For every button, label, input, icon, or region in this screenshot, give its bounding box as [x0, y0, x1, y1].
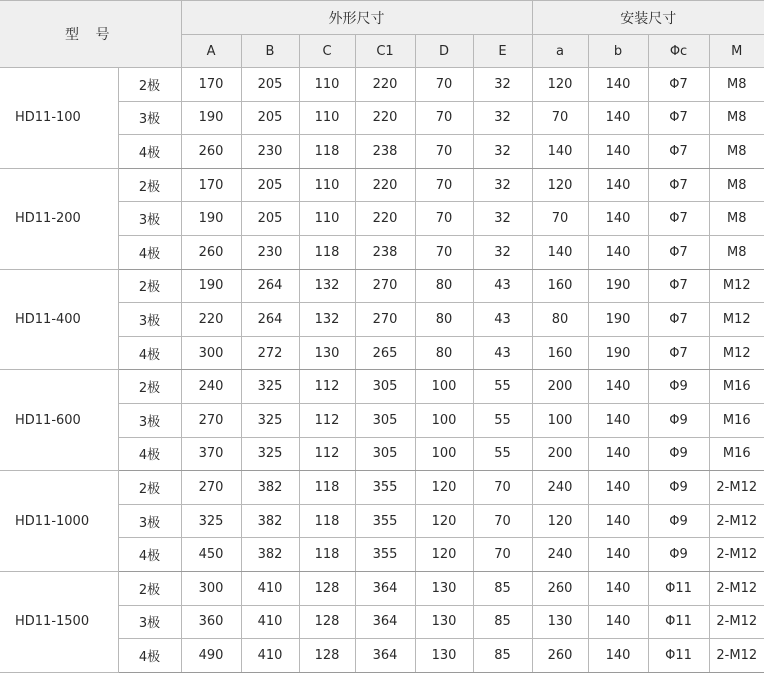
value-cell: 260 — [532, 571, 588, 605]
value-cell: 270 — [181, 403, 241, 437]
value-cell: 112 — [299, 370, 355, 404]
value-cell: 80 — [415, 269, 473, 303]
value-cell: 70 — [532, 202, 588, 236]
value-cell: M16 — [709, 403, 764, 437]
value-cell: 128 — [299, 605, 355, 639]
value-cell: 43 — [473, 303, 532, 337]
pole-cell: 3极 — [118, 403, 181, 437]
value-cell: 490 — [181, 639, 241, 673]
value-cell: 265 — [355, 336, 415, 370]
value-cell: 130 — [532, 605, 588, 639]
model-name-cell: HD11-600 — [0, 370, 118, 471]
header-group-row — [0, 1, 764, 35]
pole-cell: 3极 — [118, 605, 181, 639]
model-name-cell: HD11-100 — [0, 68, 118, 169]
value-cell: 118 — [299, 235, 355, 269]
value-cell: 128 — [299, 639, 355, 673]
value-cell: 140 — [588, 370, 648, 404]
value-cell: 110 — [299, 202, 355, 236]
value-cell: 32 — [473, 168, 532, 202]
value-cell: Φ7 — [648, 269, 709, 303]
value-cell: M12 — [709, 303, 764, 337]
value-cell: 80 — [415, 336, 473, 370]
value-cell: M8 — [709, 101, 764, 135]
value-cell: M12 — [709, 269, 764, 303]
model-name-cell: HD11-400 — [0, 269, 118, 370]
value-cell: 70 — [415, 135, 473, 169]
value-cell: 120 — [415, 538, 473, 572]
install-dimensions-header: 安装尺寸 — [532, 1, 764, 35]
pole-cell: 3极 — [118, 202, 181, 236]
column-header: M — [709, 35, 764, 68]
value-cell: M8 — [709, 202, 764, 236]
value-cell: 270 — [181, 471, 241, 505]
value-cell: 325 — [181, 504, 241, 538]
pole-cell: 2极 — [118, 168, 181, 202]
value-cell: 305 — [355, 370, 415, 404]
value-cell: 132 — [299, 269, 355, 303]
value-cell: 364 — [355, 639, 415, 673]
value-cell: 112 — [299, 403, 355, 437]
value-cell: 205 — [241, 168, 299, 202]
value-cell: 364 — [355, 605, 415, 639]
value-cell: 2-M12 — [709, 471, 764, 505]
value-cell: 70 — [473, 504, 532, 538]
value-cell: 160 — [532, 269, 588, 303]
value-cell: 120 — [415, 504, 473, 538]
value-cell: 140 — [588, 403, 648, 437]
pole-cell: 2极 — [118, 571, 181, 605]
value-cell: 230 — [241, 135, 299, 169]
value-cell: 260 — [181, 235, 241, 269]
value-cell: 270 — [355, 303, 415, 337]
value-cell: 70 — [415, 101, 473, 135]
value-cell: 264 — [241, 303, 299, 337]
value-cell: 85 — [473, 639, 532, 673]
value-cell: Φ9 — [648, 403, 709, 437]
value-cell: 70 — [415, 68, 473, 102]
value-cell: 70 — [415, 235, 473, 269]
value-cell: 140 — [588, 504, 648, 538]
pole-cell: 4极 — [118, 639, 181, 673]
table-row — [0, 370, 764, 404]
value-cell: 2-M12 — [709, 538, 764, 572]
value-cell: 120 — [532, 68, 588, 102]
value-cell: 160 — [532, 336, 588, 370]
value-cell: 100 — [415, 437, 473, 471]
value-cell: 70 — [415, 168, 473, 202]
value-cell: M8 — [709, 135, 764, 169]
column-header: D — [415, 35, 473, 68]
value-cell: M8 — [709, 68, 764, 102]
value-cell: 140 — [588, 202, 648, 236]
value-cell: 355 — [355, 504, 415, 538]
outline-dimensions-header: 外形尺寸 — [181, 1, 532, 35]
value-cell: 130 — [415, 639, 473, 673]
value-cell: 80 — [415, 303, 473, 337]
value-cell: 100 — [532, 403, 588, 437]
model-header: 型 号 — [0, 1, 181, 68]
value-cell: 43 — [473, 269, 532, 303]
value-cell: 190 — [181, 101, 241, 135]
value-cell: 240 — [532, 538, 588, 572]
value-cell: Φ7 — [648, 68, 709, 102]
pole-cell: 4极 — [118, 336, 181, 370]
value-cell: 300 — [181, 571, 241, 605]
value-cell: Φ7 — [648, 135, 709, 169]
value-cell: 170 — [181, 68, 241, 102]
value-cell: 170 — [181, 168, 241, 202]
value-cell: 450 — [181, 538, 241, 572]
value-cell: 305 — [355, 403, 415, 437]
value-cell: 140 — [588, 571, 648, 605]
value-cell: M12 — [709, 336, 764, 370]
column-header: Φc — [648, 35, 709, 68]
column-header: b — [588, 35, 648, 68]
value-cell: 112 — [299, 437, 355, 471]
value-cell: 140 — [588, 68, 648, 102]
column-header: C — [299, 35, 355, 68]
value-cell: 190 — [588, 269, 648, 303]
value-cell: 382 — [241, 504, 299, 538]
value-cell: 410 — [241, 605, 299, 639]
value-cell: 2-M12 — [709, 605, 764, 639]
value-cell: 140 — [588, 168, 648, 202]
value-cell: 272 — [241, 336, 299, 370]
value-cell: 300 — [181, 336, 241, 370]
table-header — [0, 1, 764, 68]
value-cell: Φ7 — [648, 235, 709, 269]
value-cell: 32 — [473, 101, 532, 135]
value-cell: 140 — [588, 437, 648, 471]
value-cell: 32 — [473, 68, 532, 102]
value-cell: 355 — [355, 538, 415, 572]
value-cell: 80 — [532, 303, 588, 337]
value-cell: 118 — [299, 504, 355, 538]
table-row — [0, 68, 764, 102]
value-cell: 325 — [241, 437, 299, 471]
value-cell: 140 — [588, 471, 648, 505]
value-cell: 2-M12 — [709, 571, 764, 605]
value-cell: 128 — [299, 571, 355, 605]
value-cell: 200 — [532, 437, 588, 471]
value-cell: 70 — [532, 101, 588, 135]
value-cell: 55 — [473, 403, 532, 437]
value-cell: 70 — [473, 471, 532, 505]
value-cell: 140 — [532, 135, 588, 169]
pole-cell: 3极 — [118, 101, 181, 135]
value-cell: 118 — [299, 135, 355, 169]
value-cell: 2-M12 — [709, 504, 764, 538]
value-cell: Φ11 — [648, 639, 709, 673]
pole-cell: 2极 — [118, 269, 181, 303]
table-row — [0, 471, 764, 505]
pole-cell: 4极 — [118, 538, 181, 572]
value-cell: 240 — [532, 471, 588, 505]
value-cell: 205 — [241, 101, 299, 135]
pole-cell: 2极 — [118, 370, 181, 404]
value-cell: 220 — [355, 202, 415, 236]
value-cell: 120 — [532, 504, 588, 538]
value-cell: M16 — [709, 370, 764, 404]
value-cell: 100 — [415, 370, 473, 404]
value-cell: 200 — [532, 370, 588, 404]
value-cell: 118 — [299, 538, 355, 572]
table-row — [0, 168, 764, 202]
value-cell: 130 — [415, 571, 473, 605]
value-cell: 220 — [355, 68, 415, 102]
model-name-cell: HD11-200 — [0, 168, 118, 269]
value-cell: 43 — [473, 336, 532, 370]
value-cell: 230 — [241, 235, 299, 269]
value-cell: 205 — [241, 68, 299, 102]
value-cell: 32 — [473, 202, 532, 236]
value-cell: 190 — [181, 202, 241, 236]
value-cell: 110 — [299, 168, 355, 202]
value-cell: 140 — [588, 235, 648, 269]
value-cell: 410 — [241, 571, 299, 605]
value-cell: 140 — [588, 101, 648, 135]
value-cell: 190 — [588, 303, 648, 337]
value-cell: 70 — [473, 538, 532, 572]
value-cell: 190 — [588, 336, 648, 370]
value-cell: Φ11 — [648, 605, 709, 639]
value-cell: Φ9 — [648, 437, 709, 471]
value-cell: 120 — [532, 168, 588, 202]
pole-cell: 3极 — [118, 504, 181, 538]
value-cell: 130 — [415, 605, 473, 639]
value-cell: 32 — [473, 135, 532, 169]
table-row — [0, 269, 764, 303]
value-cell: 85 — [473, 571, 532, 605]
value-cell: 190 — [181, 269, 241, 303]
value-cell: 260 — [181, 135, 241, 169]
pole-cell: 2极 — [118, 471, 181, 505]
column-header: E — [473, 35, 532, 68]
value-cell: 140 — [588, 605, 648, 639]
value-cell: M16 — [709, 437, 764, 471]
value-cell: 355 — [355, 471, 415, 505]
column-header: B — [241, 35, 299, 68]
table-body — [0, 68, 764, 673]
value-cell: 85 — [473, 605, 532, 639]
value-cell: 140 — [588, 538, 648, 572]
value-cell: 2-M12 — [709, 639, 764, 673]
value-cell: Φ11 — [648, 571, 709, 605]
table-row — [0, 571, 764, 605]
value-cell: 238 — [355, 235, 415, 269]
value-cell: 140 — [532, 235, 588, 269]
value-cell: 240 — [181, 370, 241, 404]
value-cell: 220 — [181, 303, 241, 337]
value-cell: 132 — [299, 303, 355, 337]
value-cell: 55 — [473, 437, 532, 471]
value-cell: 140 — [588, 639, 648, 673]
value-cell: 360 — [181, 605, 241, 639]
value-cell: 205 — [241, 202, 299, 236]
pole-cell: 3极 — [118, 303, 181, 337]
pole-cell: 4极 — [118, 235, 181, 269]
value-cell: Φ9 — [648, 504, 709, 538]
value-cell: Φ7 — [648, 168, 709, 202]
value-cell: 220 — [355, 168, 415, 202]
value-cell: 264 — [241, 269, 299, 303]
value-cell: 270 — [355, 269, 415, 303]
value-cell: 140 — [588, 135, 648, 169]
column-header: A — [181, 35, 241, 68]
value-cell: 100 — [415, 403, 473, 437]
pole-cell: 2极 — [118, 68, 181, 102]
model-name-cell: HD11-1500 — [0, 571, 118, 672]
value-cell: 118 — [299, 471, 355, 505]
value-cell: 238 — [355, 135, 415, 169]
pole-cell: 4极 — [118, 437, 181, 471]
value-cell: 55 — [473, 370, 532, 404]
model-name-cell: HD11-1000 — [0, 471, 118, 572]
column-header: a — [532, 35, 588, 68]
value-cell: Φ7 — [648, 336, 709, 370]
value-cell: M8 — [709, 168, 764, 202]
value-cell: 32 — [473, 235, 532, 269]
value-cell: 220 — [355, 101, 415, 135]
value-cell: 370 — [181, 437, 241, 471]
value-cell: Φ7 — [648, 303, 709, 337]
value-cell: 110 — [299, 101, 355, 135]
value-cell: 110 — [299, 68, 355, 102]
value-cell: 260 — [532, 639, 588, 673]
value-cell: Φ9 — [648, 471, 709, 505]
pole-cell: 4极 — [118, 135, 181, 169]
value-cell: 70 — [415, 202, 473, 236]
value-cell: Φ7 — [648, 101, 709, 135]
value-cell: 305 — [355, 437, 415, 471]
value-cell: 410 — [241, 639, 299, 673]
value-cell: 325 — [241, 370, 299, 404]
value-cell: 325 — [241, 403, 299, 437]
value-cell: 382 — [241, 538, 299, 572]
value-cell: Φ9 — [648, 370, 709, 404]
value-cell: Φ7 — [648, 202, 709, 236]
value-cell: Φ9 — [648, 538, 709, 572]
value-cell: M8 — [709, 235, 764, 269]
value-cell: 364 — [355, 571, 415, 605]
column-header: C1 — [355, 35, 415, 68]
value-cell: 120 — [415, 471, 473, 505]
value-cell: 382 — [241, 471, 299, 505]
value-cell: 130 — [299, 336, 355, 370]
